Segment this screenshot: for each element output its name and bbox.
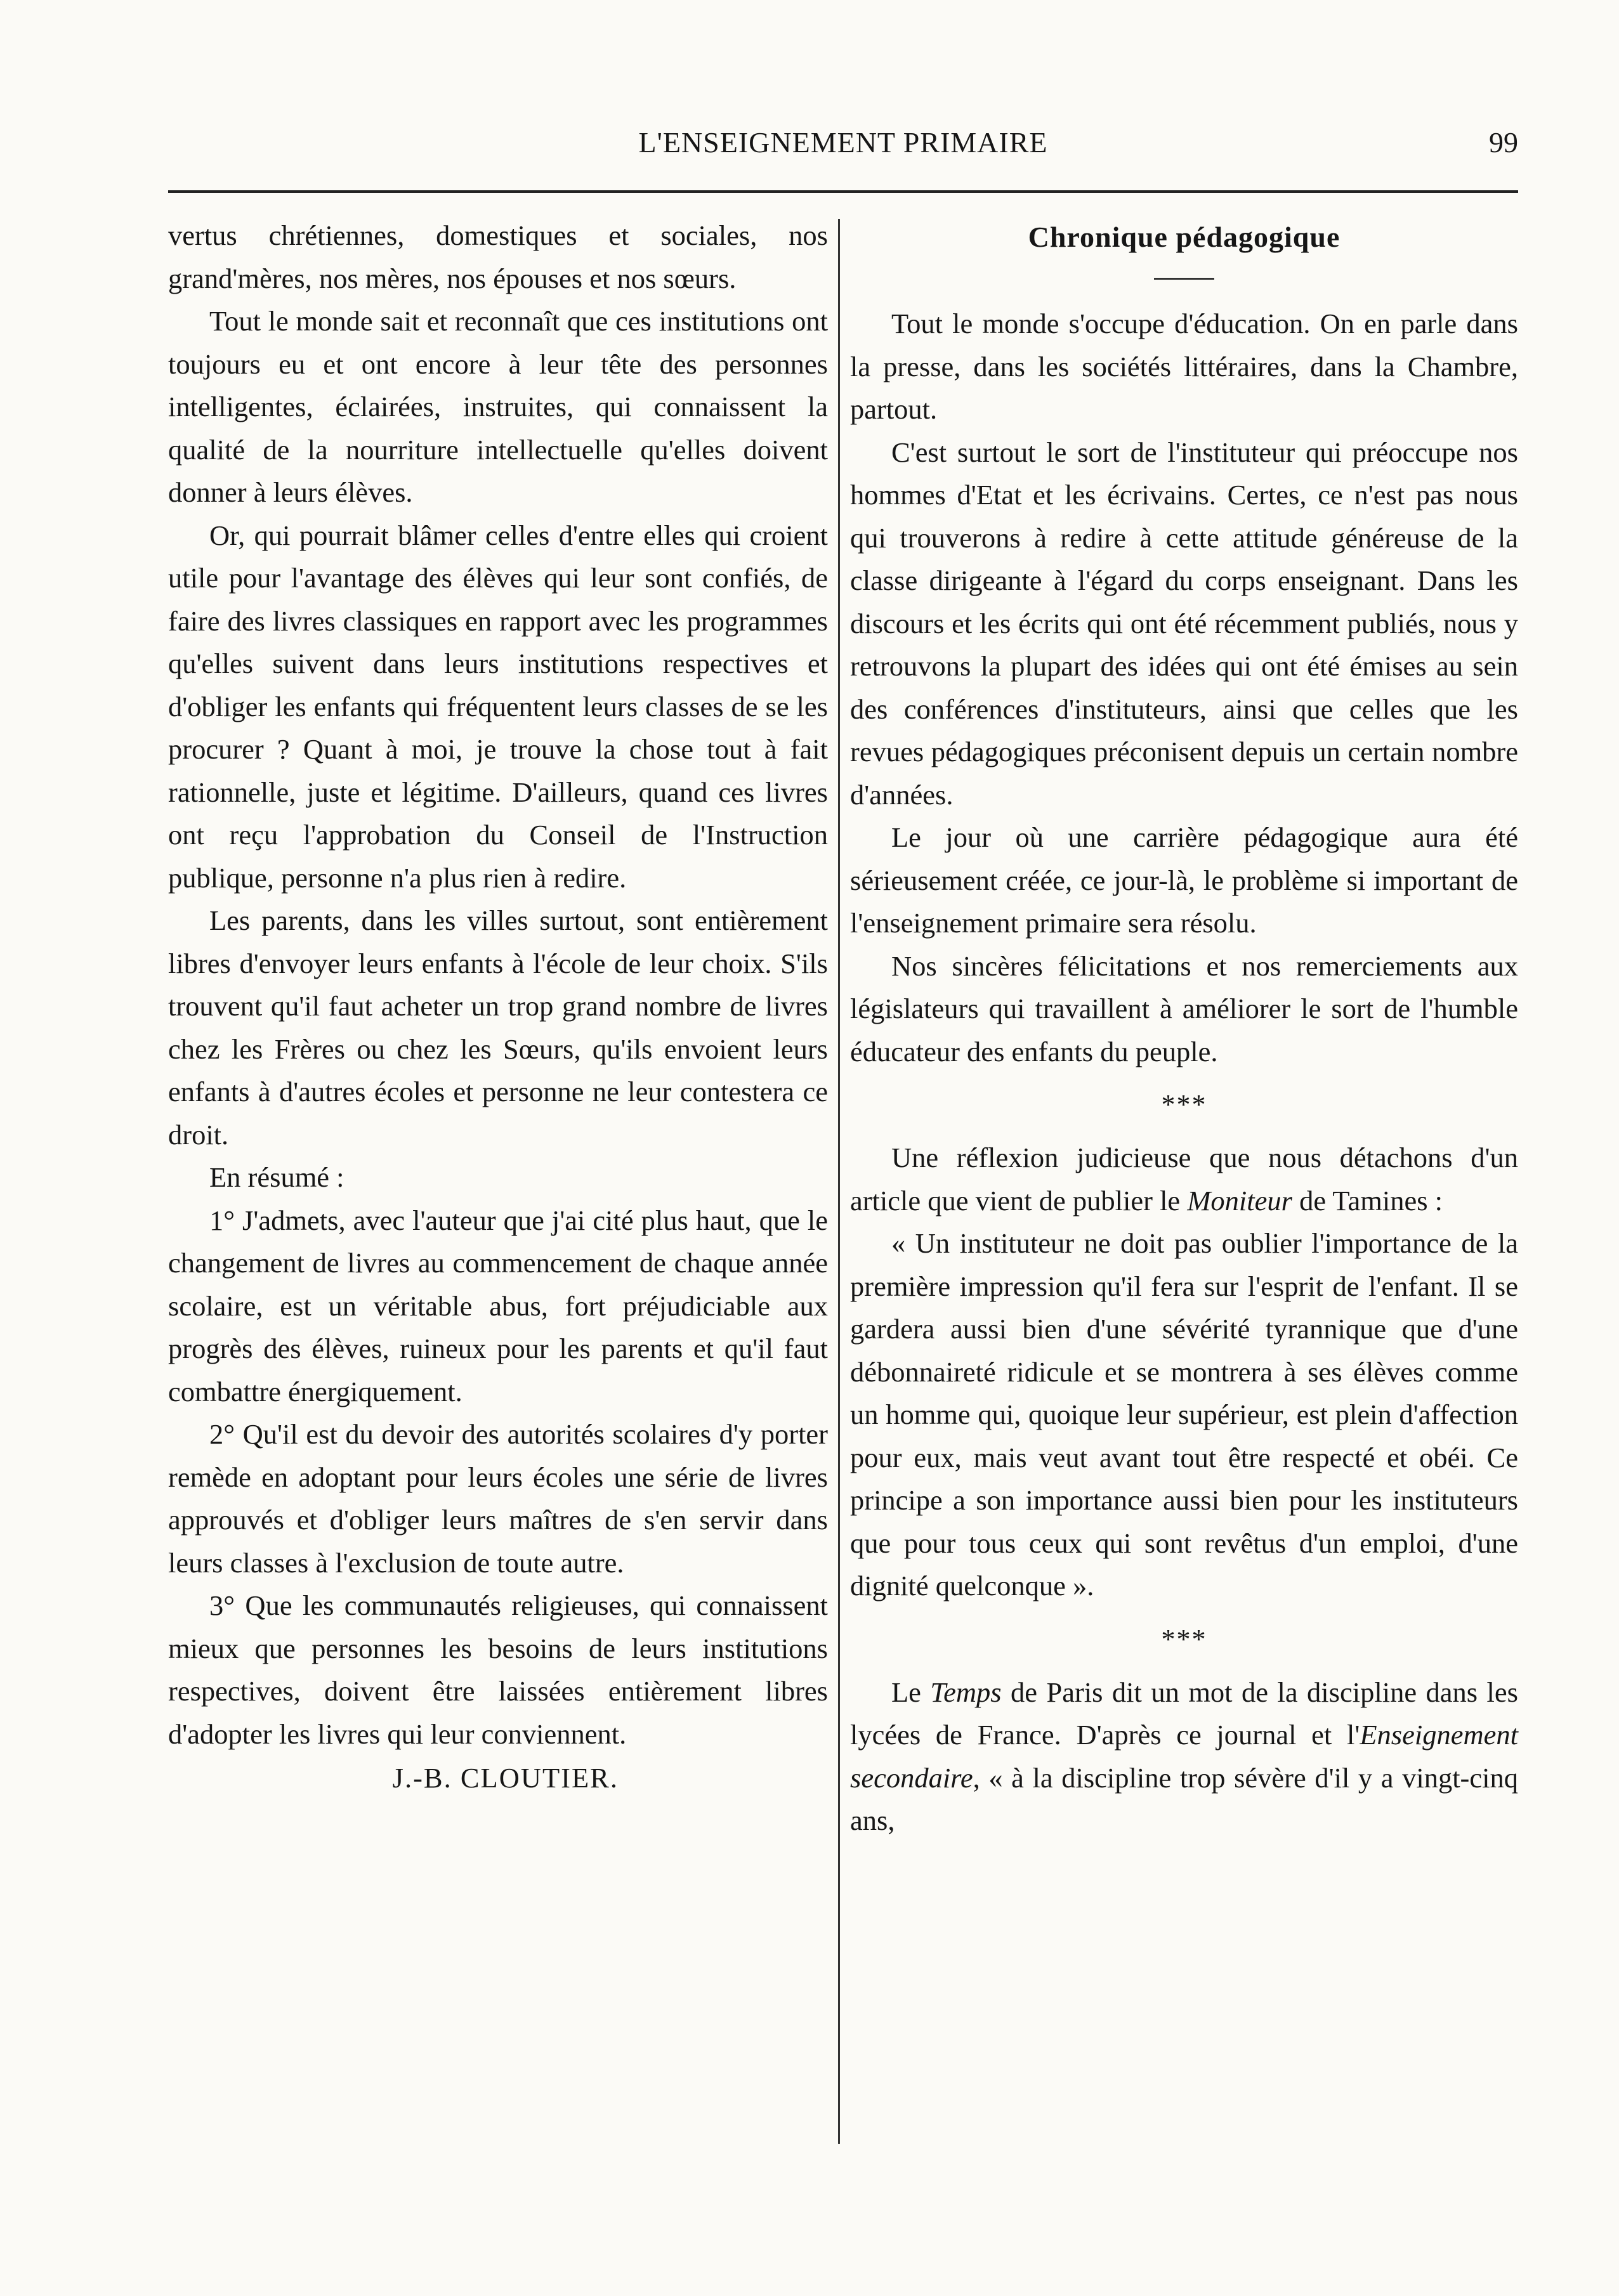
page-number: 99 <box>1489 126 1518 159</box>
paragraph: C'est surtout le sort de l'instituteur qui préoccupe nos hommes d'Etat et les écrivains. Certes, ce n'est pas nous qui trouverons à redire à cette attitude généreuse de la classe dirigeante à l'égard du corps enseignant. Dans les discours et les écrits qui ont été récemment publiés, nous y retrouvons la plupart des idées qui ont été émises au sein des conférences d'instituteurs, ainsi que celles que les revues pédagogiques préconisent depuis un certain nombre d'années. <box>850 436 1518 811</box>
paragraph: Le jour où une carrière pédagogique aura été sérieusement créée, ce jour-là, le problème si important de l'enseignement primaire sera résolu. <box>850 821 1518 939</box>
paragraph: 1° J'admets, avec l'auteur que j'ai cité plus haut, que le changement de livres au commencement de chaque année scolaire, est un véritable abus, fort préjudiciable aux progrès des élèves, ruineux pour les parents et qu'il faut combattre énergiquement. <box>168 1204 828 1407</box>
right-column <box>850 214 1518 1843</box>
header-rule <box>168 190 1518 193</box>
paragraph: Nos sincères félicitations et nos remerciements aux législateurs qui travaillent à améliorer le sort de l'humble éducateur des enfants du peuple. <box>850 949 1518 1067</box>
periodical-title: Temps <box>930 1676 1002 1708</box>
periodical-title: Moniteur <box>1187 1184 1292 1216</box>
page-header <box>168 119 1518 170</box>
paragraph: 3° Que les communautés religieuses, qui connaissent mieux que personnes les besoins de leurs institutions respectives, doivent être laissées entièrement libres d'adopter les livres qui leur conviennent. <box>168 1589 828 1750</box>
text-run: Une réflexion judicieuse que nous détachons d'un article que vient de publier le <box>850 1142 1518 1216</box>
text-run: , « à la discipline trop sévère d'il y a vingt-cinq ans, <box>850 1761 1518 1836</box>
periodical-title: Enseignement secondaire <box>850 1719 1518 1794</box>
paragraph: Or, qui pourrait blâmer celles d'entre elles qui croient utile pour l'avantage des élèves qui leur sont confiés, de faire des livres classiques en rapport avec les programmes qu'elles suivent dans leurs institutions respectives et d'obliger les enfants qui fréquentent leurs classes de se les procurer ? Quant à moi, je trouve la chose tout à fait rationnelle, juste et légitime. D'ailleurs, quand ces livres ont reçu l'approbation du Conseil de l'Instruction publique, personne n'a plus rien à redire. <box>168 519 828 894</box>
paragraph: En résumé : <box>209 1161 344 1193</box>
quotation: « Un instituteur ne doit pas oublier l'importance de la première impression qu'il fera sur l'esprit de l'enfant. Il se gardera aussi bien d'une sévérité tyrannique que d'une débonnaireté ridicule et se montrera à ses élèves comme un homme qui, quoique leur supérieur, est plein d'affection pour eux, mais veut avant tout être respecté et obéi. Ce principe a son importance aussi bien pour les instituteurs que pour tous ceux qui sont revêtus d'un emploi, d'une dignité quelconque ». <box>850 1227 1518 1601</box>
paragraph: Les parents, dans les villes surtout, sont entièrement libres d'envoyer leurs enfants à l'école de leur choix. S'ils trouvent qu'il faut acheter un trop grand nombre de livres chez les Frères ou chez les Sœurs, qu'ils envoient leurs enfants à d'autres écoles et personne ne leur contestera ce droit. <box>168 904 828 1151</box>
running-title: L'ENSEIGNEMENT PRIMAIRE <box>638 126 1048 159</box>
paragraph <box>850 1137 1518 1222</box>
paragraph <box>850 1671 1518 1843</box>
section-title: Chronique pédagogique <box>1028 221 1340 253</box>
text-run: de Paris dit un mot de la discipline dans les lycées de France. D'après ce journal et l' <box>850 1676 1518 1751</box>
asterism-ornament: *** <box>1161 1089 1207 1120</box>
left-column <box>168 214 828 1800</box>
paragraph: vertus chrétiennes, domestiques et sociales, nos grand'mères, nos mères, nos épouses et nos sœurs. <box>168 219 828 294</box>
column-divider <box>838 219 840 2144</box>
paragraph: Tout le monde sait et reconnaît que ces institutions ont toujours eu et ont encore à leur tête des personnes intelligentes, éclairées, instruites, qui connaissent la qualité de la nourriture intellectuelle qu'elles doivent donner à leurs élèves. <box>168 305 828 508</box>
paragraph: 2° Qu'il est du devoir des autorités scolaires d'y porter remède en adoptant pour leurs écoles une série de livres approuvés et d'obliger leurs maîtres de s'en servir dans leurs classes à l'exclusion de toute autre. <box>168 1418 828 1579</box>
text-run: de Tamines : <box>1292 1184 1443 1216</box>
text-run: Le <box>891 1676 931 1708</box>
paragraph: Tout le monde s'occupe d'éducation. On en parle dans la presse, dans les sociétés littéraires, dans la Chambre, partout. <box>850 308 1518 425</box>
asterism-ornament: *** <box>1161 1623 1207 1655</box>
title-rule <box>1154 278 1214 280</box>
author-signature: J.-B. CLOUTIER. <box>392 1762 619 1794</box>
